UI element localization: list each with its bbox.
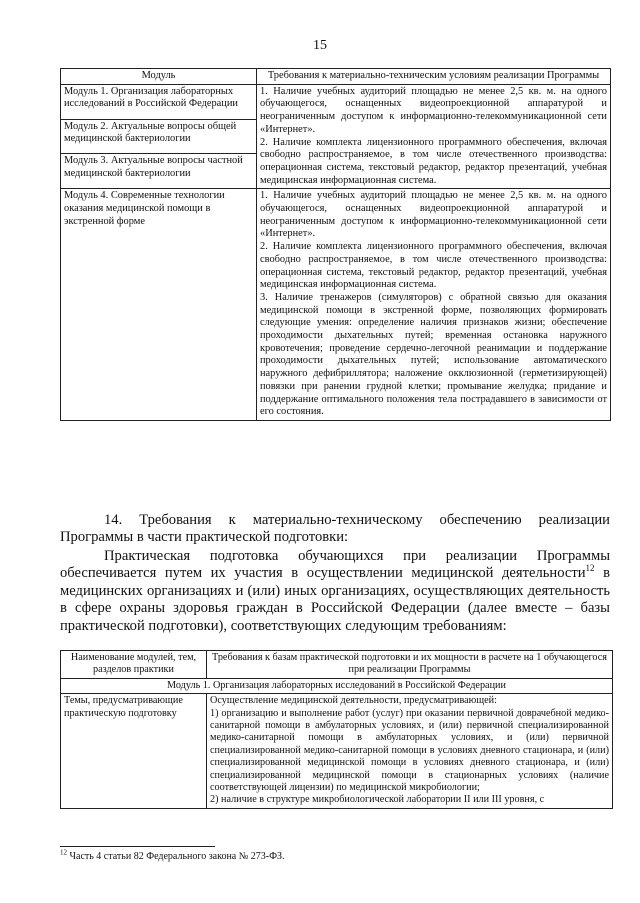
requirement-item: 2) наличие в структуре микробиологической лаборатории II или III уровня, с [210,794,545,806]
header-module: Модуль [61,69,257,85]
module-row [61,678,613,693]
topic-cell: Темы, предусматривающие практическую подготовку [61,694,207,809]
footnote [60,848,285,862]
paragraph-text-end: в медицинских организациях и (или) иных организациях, осуществляющих деятельность в сфере охраны здоровья граждан в Российской Федерации (далее вместе – базы практической подготовки), соответствующих следующим требованиям: [60,565,610,634]
table-row [61,84,611,119]
requirement-item: 3. Наличие тренажеров (симуляторов) с обратной связью для оказания медицинской помощи в экстренной форме, позволяющих формировать следующие умения: определение наличия признаков жизни; обеспечение проходимости дыхательных путей; временная остановка наружного кровотечения; проведение сердечно-легочной реанимации и поддержание проходимости дыхательных путей; использование автоматического наружного дефибриллятора; наложение окклюзионной (герметизирующей) повязки при ранении грудной клетки; промывание желудка; придание и поддержание оптимального положения тела пострадавшего в зависимости от его состояния. [260,291,607,418]
table-row [61,694,613,809]
page-number: 15 [313,38,327,53]
requirement-item: 2. Наличие комплекта лицензионного программного обеспечения, включая свободно распространяемое, в том числе отечественного производства: операционная система, текстовый редактор, редактор презентаций, учебная медицинская информационная система. [260,136,607,186]
requirement-item: 1) организацию и выполнение работ (услуг) при оказании первичной доврачебной медико-санитарной помощи в амбулаторных условиях, и (или) первичной специализированной медико-санитарной помощи в амбулаторных условиях, и (или) первичной специализированной медико-санитарной помощи в условиях дневного стационара, и (или) специализированной медицинской помощи в условиях дневного стационара, и (или) специализированной медицинской помощи в стационарных условиях (наличие соответствующей лицензии) по медицинской микробиологии; [210,707,609,794]
section-14-heading: 14. Требования к материально-техническому обеспечению реализации Программы в части практической подготовки: [60,512,610,546]
practical-bases-table [60,650,613,809]
material-requirements-table [60,68,611,421]
module-1-title: Модуль 1. Организация лабораторных исследований в Российской Федерации [61,678,613,693]
requirement-item: 1. Наличие учебных аудиторий площадью не менее 2,5 кв. м. на одного обучающегося, оснащенных видеопроекционной аппаратурой и неограниченным доступом к информационно-телекоммуникационной сети «Интернет». [260,85,607,135]
footnote-mark: 12 [60,848,67,857]
header-requirements: Требования к материально-техническим условиям реализации Программы [257,69,611,85]
requirement-item: 2. Наличие комплекта лицензионного программного обеспечения, включая свободно распространяемое, в том числе отечественного производства: операционная система, текстовый редактор, редактор презентаций, учебная медицинская информационная система. [260,241,607,291]
module-3-cell: Модуль 3. Актуальные вопросы частной медицинской бактериологии [61,154,257,189]
table-header-row [61,651,613,679]
footnote-reference: 12 [585,563,595,574]
module-1-cell: Модуль 1. Организация лабораторных исследований в Российской Федерации [61,84,257,119]
footnote-text: Часть 4 статьи 82 Федерального закона № 273-ФЗ. [67,851,285,862]
module-2-cell: Модуль 2. Актуальные вопросы общей медицинской бактериологии [61,119,257,154]
module-4-cell: Модуль 4. Современные технологии оказания медицинской помощи в экстренной форме [61,189,257,421]
header-bases-requirements: Требования к базам практической подготовки и их мощности в расчете на 1 обучающегося при реализации Программы [207,651,613,679]
practical-training-paragraph [60,548,610,635]
requirements-cell-2 [257,189,611,421]
paragraph-text-start: Практическая подготовка обучающихся при реализации Программы обеспечивается путем их участия в осуществлении медицинской деятельности [60,548,610,582]
table-header-row [61,69,611,85]
requirement-item: 1. Наличие учебных аудиторий площадью не менее 2,5 кв. м. на одного обучающегося, оснащенных видеопроекционной аппаратурой и неограниченным доступом к информационно-телекоммуникационной сети «Интернет». [260,190,607,240]
bases-requirements-cell [207,694,613,809]
footnote-separator [60,846,215,847]
header-modules-topics: Наименование модулей, тем, разделов практики [61,651,207,679]
requirement-item: Осуществление медицинской деятельности, предусматривающей: [210,695,497,707]
requirements-cell-1 [257,84,611,189]
table-row [61,189,611,421]
